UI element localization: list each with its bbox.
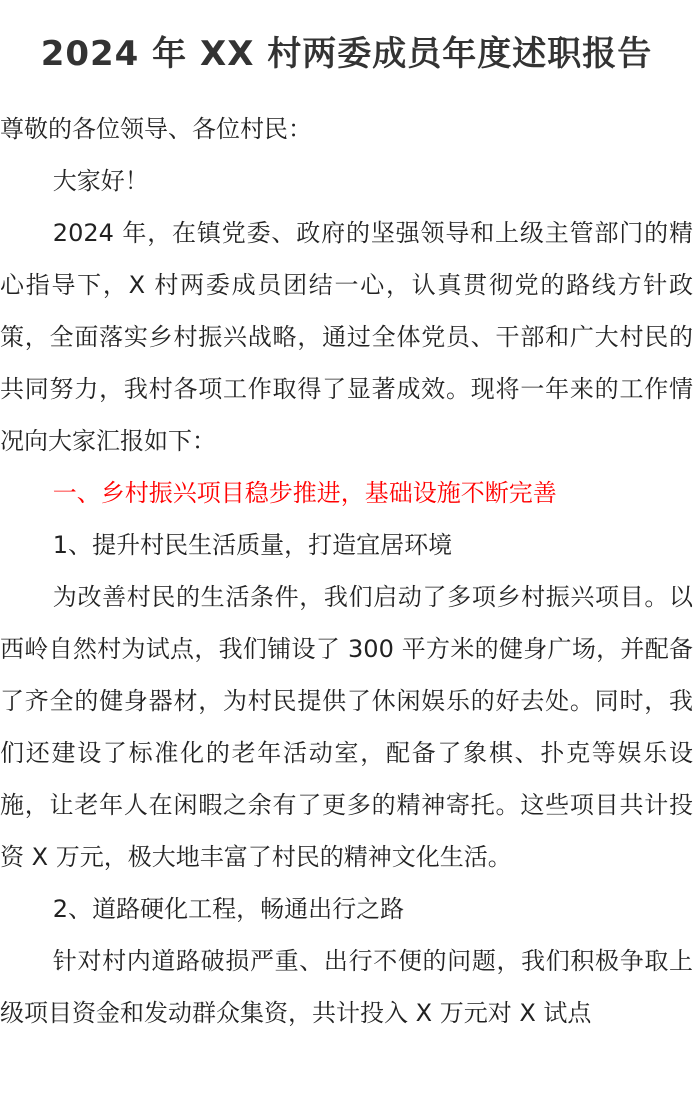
greeting: 大家好！ xyxy=(52,167,149,195)
salutation: 尊敬的各位领导、各位村民： xyxy=(0,115,312,143)
subsection-body-1: 为改善村民的生活条件，我们启动了多项乡村振兴项目。以西岭自然村为试点，我们铺设了 300 平方米的健身广场，并配备了齐全的健身器材，为村民提供了休闲娱乐的好去处。同时，我们还建设了标准化的老年活动室，配备了象棋、扑克等娱乐设施，让老年人在闲暇之余有了更多的精神寄托。这些项目共计投资 X 万元，极大地丰富了村民的精神文化生活。 xyxy=(0,583,693,871)
document-title: 2024 年 XX 村两委成员年度述职报告 xyxy=(40,34,653,74)
section-heading-1: 一、乡村振兴项目稳步推进，基础设施不断完善 xyxy=(52,479,557,507)
document-body xyxy=(0,103,693,1039)
subsection-body-2: 针对村内道路破损严重、出行不便的问题，我们积极争取上级项目资金和发动群众集资，共计投入 X 万元对 X 试点 xyxy=(0,947,693,1027)
subsection-heading-1: 1、提升村民生活质量，打造宜居环境 xyxy=(52,531,453,559)
intro-paragraph: 2024 年，在镇党委、政府的坚强领导和上级主管部门的精心指导下，X 村两委成员团结一心，认真贯彻党的路线方针政策，全面落实乡村振兴战略，通过全体党员、干部和广大村民的共同努力，我村各项工作取得了显著成效。现将一年来的工作情况向大家汇报如下： xyxy=(0,219,693,455)
subsection-heading-2: 2、道路硬化工程，畅通出行之路 xyxy=(52,895,405,923)
